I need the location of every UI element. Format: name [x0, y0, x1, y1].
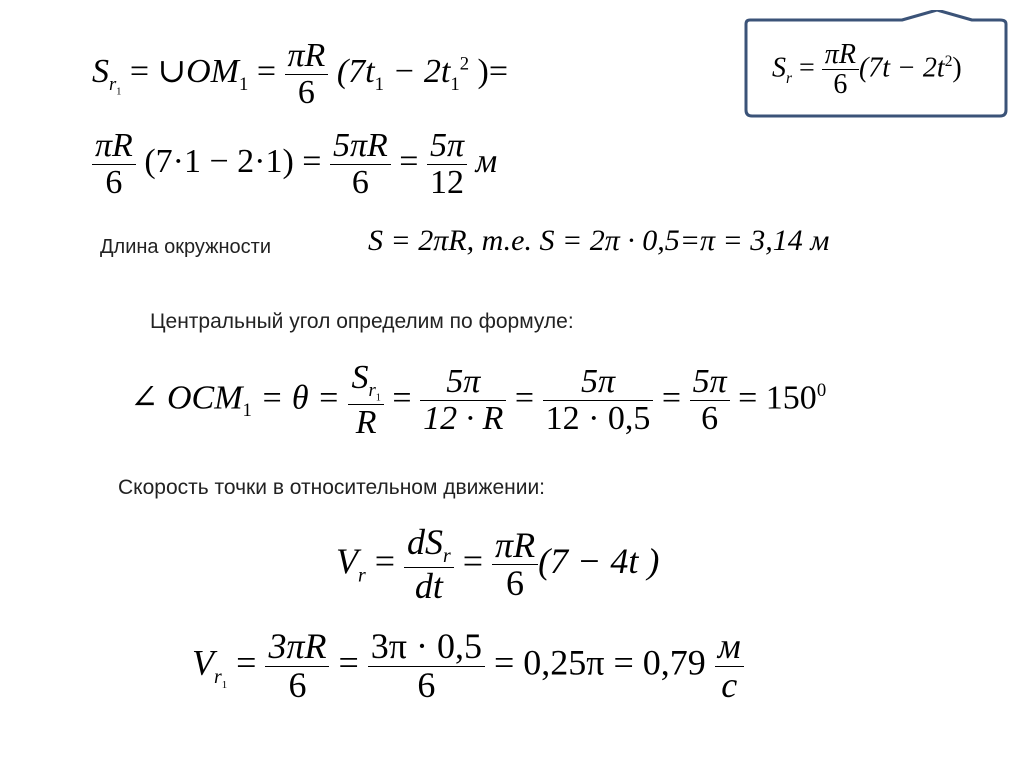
angle-fraction-4 — [690, 364, 730, 436]
angle-f1-num-sub: r — [368, 379, 376, 401]
circ-expr: S = 2πR, т.е. S = 2π · 0,5=π = 3,14 м — [368, 224, 830, 257]
angle-f1-num: S — [351, 359, 369, 396]
eq1-frac-num: πR — [287, 37, 326, 74]
angle-f1-den: R — [355, 404, 377, 442]
vr1-fraction-1 — [265, 628, 329, 705]
label-velocity: Скорость точки в относительном движении: — [118, 476, 546, 499]
eq1-frac4-den: 12 — [429, 163, 464, 201]
vr-body: (7 − 4t ) — [538, 541, 660, 582]
angle-eq-2: = — [392, 379, 412, 417]
angle-lhs-sub: 1 — [242, 400, 252, 422]
eq1-lhs-sub: r — [109, 73, 117, 95]
vr-f1-num-sub: r — [443, 545, 451, 568]
callout-frac-den: 6 — [833, 69, 848, 101]
angle-f1-num-subsub: 1 — [375, 392, 381, 404]
eq1-arc-sub: 1 — [238, 73, 249, 95]
callout-body: (7t − 2t — [858, 52, 945, 84]
label-central-angle: Центральный угол определим по формуле: — [150, 310, 574, 333]
eq1-equals: = — [129, 52, 150, 90]
angle-eq-4: = — [661, 379, 682, 417]
callout-sub: r — [786, 69, 792, 87]
eq1-t2-sup: 2 — [459, 53, 470, 75]
eq1-frac3-den: 6 — [351, 163, 369, 201]
vr1-f2-num: 3π · 0,5 — [370, 626, 482, 666]
eq1-fraction-3 — [330, 128, 391, 200]
callout-close: ) — [952, 52, 962, 84]
vr1-f2-den: 6 — [417, 664, 436, 705]
eq1-arc: ∪OM — [157, 52, 239, 90]
vr1-result: = 0,25π = 0,79 — [493, 642, 706, 683]
eq1-frac2-den: 6 — [105, 163, 123, 201]
label-circumference: Длина окружности — [100, 236, 271, 258]
eq1-t2-sub: 1 — [450, 73, 460, 95]
equation-arc-length-line1 — [92, 38, 508, 110]
vr1-fraction-2 — [368, 628, 485, 705]
angle-f3-den: 12 · 0,5 — [545, 400, 651, 437]
angle-result: = 150 — [738, 379, 817, 417]
eq1-fraction — [285, 38, 329, 110]
eq1-unit: м — [475, 142, 498, 180]
angle-eq: = θ = — [260, 379, 340, 417]
angle-f2-den: 12 · R — [423, 400, 504, 437]
equation-circumference — [368, 224, 829, 258]
vr1-lhs: V — [192, 642, 214, 683]
vr1-sub: r — [214, 665, 222, 688]
eq1-fraction-4 — [427, 128, 467, 200]
vr-fraction-2 — [492, 524, 538, 604]
vr1-unit — [715, 628, 744, 705]
vr1-unit-den: с — [721, 664, 738, 705]
vr-fraction-1 — [404, 524, 454, 606]
angle-result-sup: 0 — [816, 379, 827, 401]
eq1-frac-den: 6 — [297, 73, 315, 111]
vr-eq-2: = — [462, 541, 484, 582]
eq1-minus: − 2t — [392, 52, 451, 90]
eq1-frac3-num: 5πR — [332, 127, 388, 164]
eq1-paren-2: (7·1 − 2·1) = — [144, 142, 322, 180]
eq1-t-sub: 1 — [374, 73, 384, 95]
callout-sup: 2 — [944, 52, 953, 70]
equation-central-angle — [130, 360, 826, 441]
eq1-lhs: S — [92, 52, 109, 90]
angle-eq-3: = — [514, 379, 535, 417]
eq1-frac4-num: 5π — [429, 127, 464, 164]
equation-arc-length-line2 — [92, 128, 497, 200]
callout-formula — [772, 40, 962, 100]
vr-f2-num: πR — [495, 524, 536, 565]
vr1-f1-den: 6 — [288, 664, 307, 705]
vr-f2-den: 6 — [506, 563, 525, 604]
equation-velocity — [336, 524, 659, 606]
angle-f3-num: 5π — [580, 363, 615, 401]
angle-fraction-1 — [348, 360, 383, 441]
callout-lhs: S — [772, 52, 786, 84]
callout-fraction — [822, 40, 859, 100]
angle-f2-num: 5π — [446, 363, 481, 401]
eq1-close: )= — [477, 52, 509, 90]
eq1-equals-2: = — [256, 52, 277, 90]
vr-lhs: V — [336, 541, 358, 582]
eq1-equals-3: = — [399, 142, 419, 180]
vr1-eq: = — [236, 642, 257, 683]
angle-fraction-3 — [543, 364, 654, 436]
eq1-paren: (7t — [336, 52, 375, 90]
angle-lhs: ∠ OCM — [130, 379, 243, 417]
callout-frac-num: πR — [824, 39, 856, 70]
vr-eq: = — [374, 541, 396, 582]
vr1-f1-num: 3πR — [268, 626, 327, 666]
equation-velocity-value — [192, 628, 744, 705]
eq1-lhs-subsub: 1 — [116, 86, 122, 98]
angle-f4-den: 6 — [701, 400, 719, 437]
vr1-eq-2: = — [338, 642, 359, 683]
eq1-frac2-num: πR — [95, 127, 133, 164]
vr1-unit-num: м — [717, 626, 741, 666]
angle-f4-num: 5π — [692, 363, 727, 401]
vr-f1-num: dS — [407, 522, 444, 562]
vr-f1-den: dt — [414, 565, 443, 606]
eq1-fraction-2 — [92, 128, 136, 200]
vr-sub: r — [358, 564, 366, 587]
callout-equals: = — [799, 52, 815, 84]
vr1-subsub: 1 — [221, 678, 228, 691]
angle-fraction-2 — [420, 364, 506, 436]
